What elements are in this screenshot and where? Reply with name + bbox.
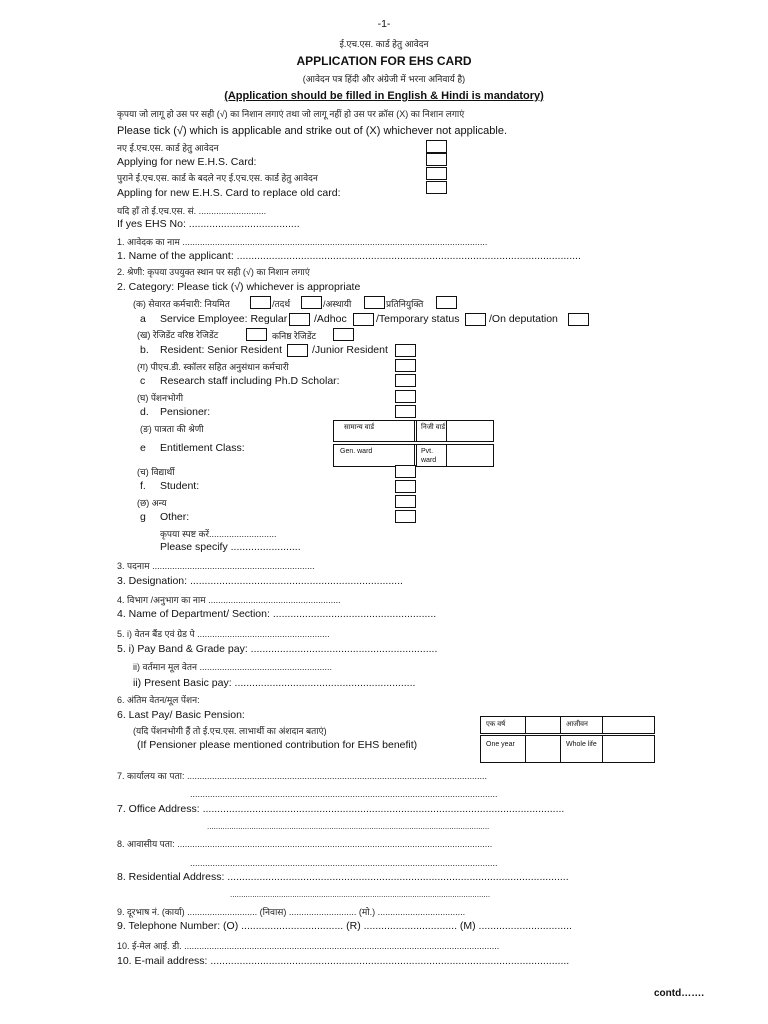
pay-band-field[interactable]: 5. i) Pay Band & Grade pay: ................................................................ — [117, 643, 438, 655]
adhoc-hindi-checkbox[interactable] — [301, 296, 322, 309]
hindi-mandatory-note: (आवेदन पत्र हिंदी और अंग्रेजी में भरना अनिवार्य है) — [302, 74, 466, 84]
other-hindi: (छ) अन्य — [137, 498, 167, 508]
pvt-ward-cell — [416, 444, 448, 467]
other-marker: g — [140, 511, 146, 523]
basic-pay-field[interactable]: ii) Present Basic pay: .............................................................. — [133, 677, 416, 689]
whole-life-checkbox[interactable] — [602, 735, 655, 763]
adhoc-label: /Adhoc — [314, 313, 347, 325]
pensioner-label: Pensioner: — [160, 406, 211, 418]
pvt-ward-label: Pvt. ward — [421, 448, 437, 464]
specify-hindi-field[interactable]: कृपया स्पष्ट करें........................... — [160, 529, 277, 539]
applicant-name-field[interactable]: 1. Name of the applicant: ...................................................................................................................... — [117, 250, 581, 262]
gen-ward-label: Gen. ward — [340, 448, 373, 455]
other-checkbox[interactable] — [395, 510, 416, 523]
service-employee-hindi: (क) सेवारत कर्मचारी: नियमित — [133, 299, 230, 309]
student-hindi: (च) विद्यार्थी — [137, 467, 175, 477]
apply-replace-checkbox[interactable] — [426, 181, 447, 194]
ehs-contribution-note: (If Pensioner please mentioned contribution for EHS benefit) — [137, 739, 418, 751]
deputation-hindi-checkbox[interactable] — [436, 296, 457, 309]
service-employee-label: Service Employee: Regular — [160, 313, 288, 325]
category-heading: 2. Category: Please tick (√) whichever is appropriate — [117, 281, 361, 293]
whole-life-cell — [560, 735, 604, 763]
basic-pay-hindi-field[interactable]: ii) वर्तमान मूल वेतन ..................................................... — [133, 662, 332, 672]
student-checkbox[interactable] — [395, 480, 416, 493]
residential-address-hindi-field-line2[interactable]: ........................................................................................................................... — [190, 858, 498, 868]
other-label: Other: — [160, 511, 190, 523]
one-year-hindi-cell — [480, 716, 527, 734]
ehs-no-hindi: यदि हाँ तो ई.एच.एस. सं. ........................... — [117, 206, 267, 216]
pvt-ward-hindi: निजी वार्ड — [421, 424, 446, 431]
deputation-label: /On deputation — [489, 313, 558, 325]
resident-marker: b. — [140, 344, 149, 356]
junior-resident-checkbox[interactable] — [395, 344, 416, 357]
pay-band-hindi-field[interactable]: 5. i) वेतन बैंड एवं ग्रेड पे ..................................................... — [117, 629, 330, 639]
deputation-checkbox[interactable] — [568, 313, 589, 326]
email-field[interactable]: 10. E-mail address: ........................................................................................................................... — [117, 955, 570, 967]
hindi-title: ई.एच.एस. कार्ड हेतु आवेदन — [339, 39, 429, 49]
designation-field[interactable]: 3. Designation: ......................................................................... — [117, 575, 403, 587]
last-pay-hindi: 6. अंतिम वेतन/मूल पेंशन: — [117, 695, 200, 705]
student-label: Student: — [160, 480, 200, 492]
research-staff-checkbox[interactable] — [395, 374, 416, 387]
temporary-hindi-checkbox[interactable] — [364, 296, 385, 309]
research-staff-marker: c — [140, 375, 146, 387]
entitlement-label: Entitlement Class: — [160, 442, 245, 454]
regular-hindi-checkbox[interactable] — [250, 296, 271, 309]
pensioner-hindi: (घ) पेंशनभोगी — [137, 393, 184, 403]
whole-life-hindi: आजीवन — [566, 721, 588, 728]
resident-label: Resident: Senior Resident — [160, 344, 282, 356]
one-year-hindi-checkbox[interactable] — [525, 716, 562, 734]
apply-new-hindi-checkbox[interactable] — [426, 140, 447, 153]
junior-resident-hindi: कनिष्ठ रेजिडेंट — [272, 331, 317, 341]
student-hindi-checkbox[interactable] — [395, 465, 416, 478]
category-hindi: 2. श्रेणी: कृपया उपयुक्त स्थान पर सही (√) का निशान लगाएं — [117, 267, 310, 277]
service-employee-marker: a — [140, 313, 146, 325]
other-hindi-checkbox[interactable] — [395, 495, 416, 508]
temporary-checkbox[interactable] — [465, 313, 486, 326]
pvt-ward-checkbox[interactable] — [446, 444, 494, 467]
adhoc-hindi: /तदर्थ — [272, 299, 291, 309]
page-number: -1- — [377, 18, 391, 30]
whole-life-label: Whole life — [566, 741, 597, 748]
gen-ward-hindi: सामान्य वार्ड — [344, 424, 375, 431]
one-year-label: One year — [486, 741, 515, 748]
apply-replace-label: Appling for new E.H.S. Card to replace old card: — [117, 187, 341, 199]
one-year-cell — [480, 735, 527, 763]
senior-resident-checkbox[interactable] — [287, 344, 308, 357]
office-address-field-line2[interactable]: ............................................................................................................................... — [207, 822, 490, 831]
apply-new-hindi: नए ई.एच.एस. कार्ड हेतु आवेदन — [117, 143, 219, 153]
pvt-ward-hindi-checkbox[interactable] — [446, 420, 494, 442]
apply-new-checkbox[interactable] — [426, 153, 447, 166]
junior-resident-hindi-checkbox[interactable] — [333, 328, 354, 341]
regular-checkbox[interactable] — [289, 313, 310, 326]
entitlement-hindi: (ङ) पात्रता की श्रेणी — [140, 424, 204, 434]
residential-address-hindi-field[interactable]: 8. आवासीय पता: .............................................................................................................................. — [117, 839, 493, 849]
pvt-ward-hindi-cell — [416, 420, 448, 442]
apply-replace-hindi: पुराने ई.एच.एस. कार्ड के बदले नए ई.एच.एस. कार्ड हेतु आवेदन — [117, 173, 318, 183]
instructions: Please tick (√) which is applicable and strike out of (X) whichever not applicable. — [117, 125, 508, 137]
telephone-hindi-field[interactable]: 9. दूरभाष नं. (कार्या) ............................ (निवास) ........................... (मो.) ................................... — [117, 907, 466, 917]
designation-hindi-field[interactable]: 3. पदनाम ................................................................. — [117, 561, 315, 571]
residential-address-field-line2[interactable]: ..................................................................................................................... — [230, 890, 491, 899]
pensioner-hindi-checkbox[interactable] — [395, 390, 416, 403]
student-marker: f. — [140, 480, 146, 492]
research-staff-label: Research staff including Ph.D Scholar: — [160, 375, 340, 387]
department-field[interactable]: 4. Name of Department/ Section: ........................................................ — [117, 608, 437, 620]
temporary-label: /Temporary status — [376, 313, 460, 325]
whole-life-hindi-cell — [560, 716, 604, 734]
adhoc-checkbox[interactable] — [353, 313, 374, 326]
research-staff-hindi-checkbox[interactable] — [395, 359, 416, 372]
pensioner-marker: d. — [140, 406, 149, 418]
mandatory-note: (Application should be filled in English & Hindi is mandatory) — [224, 90, 544, 102]
whole-life-hindi-checkbox[interactable] — [602, 716, 655, 734]
apply-new-label: Applying for new E.H.S. Card: — [117, 156, 257, 168]
pensioner-checkbox[interactable] — [395, 405, 416, 418]
senior-resident-hindi-checkbox[interactable] — [246, 328, 267, 341]
page-title: APPLICATION FOR EHS CARD — [296, 54, 472, 68]
office-address-field[interactable]: 7. Office Address: ............................................................................................................................ — [117, 803, 565, 815]
ehs-no-field[interactable]: If yes EHS No: ...................................... — [117, 218, 300, 230]
applicant-name-hindi: 1. आवेदक का नाम .......................................................................................................................... — [117, 237, 488, 247]
office-address-hindi-field-line2[interactable]: ........................................................................................................................... — [190, 789, 498, 799]
ehs-contribution-hindi: (यदि पेंशनभोगी हैं तो ई.एच.एस. लाभार्थी का अंशदान बताएं) — [133, 726, 327, 736]
apply-replace-hindi-checkbox[interactable] — [426, 167, 447, 180]
one-year-checkbox[interactable] — [525, 735, 562, 763]
deputation-hindi: प्रतिनियुक्ति — [386, 299, 424, 309]
junior-resident-label: /Junior Resident — [312, 344, 388, 356]
resident-hindi: (ख) रेजिडेंट वरिष्ठ रेजिडेंट — [137, 330, 219, 340]
entitlement-marker: e — [140, 442, 146, 454]
office-address-hindi-field[interactable]: 7. कार्यालय का पता: ........................................................................................................................ — [117, 771, 487, 781]
instructions-hindi: कृपया जो लागू हो उस पर सही (√) का निशान लगाएं तथा जो लागू नहीं हो उस पर क्रॉस (X) का निशान लगाएं — [117, 109, 465, 119]
continued-note: contd……. — [654, 988, 704, 999]
one-year-hindi: एक वर्ष — [486, 721, 506, 728]
last-pay-label: 6. Last Pay/ Basic Pension: — [117, 709, 245, 721]
temporary-hindi: /अस्थायी — [323, 299, 352, 309]
email-hindi-field[interactable]: 10. ई-मेल आई. डी. .............................................................................................................................. — [117, 941, 500, 951]
specify-field[interactable]: Please specify ........................ — [160, 541, 301, 553]
gen-ward-hindi-cell — [333, 420, 416, 442]
gen-ward-cell — [333, 444, 416, 467]
telephone-field[interactable]: 9. Telephone Number: (O) ................................... (R) ................................ (M) ................................ — [117, 920, 572, 932]
residential-address-field[interactable]: 8. Residential Address: ..................................................................................................................... — [117, 871, 569, 883]
research-staff-hindi: (ग) पीएच.डी. स्कॉलर सहित अनुसंधान कर्मचारी — [137, 362, 289, 372]
department-hindi-field[interactable]: 4. विभाग /अनुभाग का नाम ..................................................... — [117, 595, 341, 605]
